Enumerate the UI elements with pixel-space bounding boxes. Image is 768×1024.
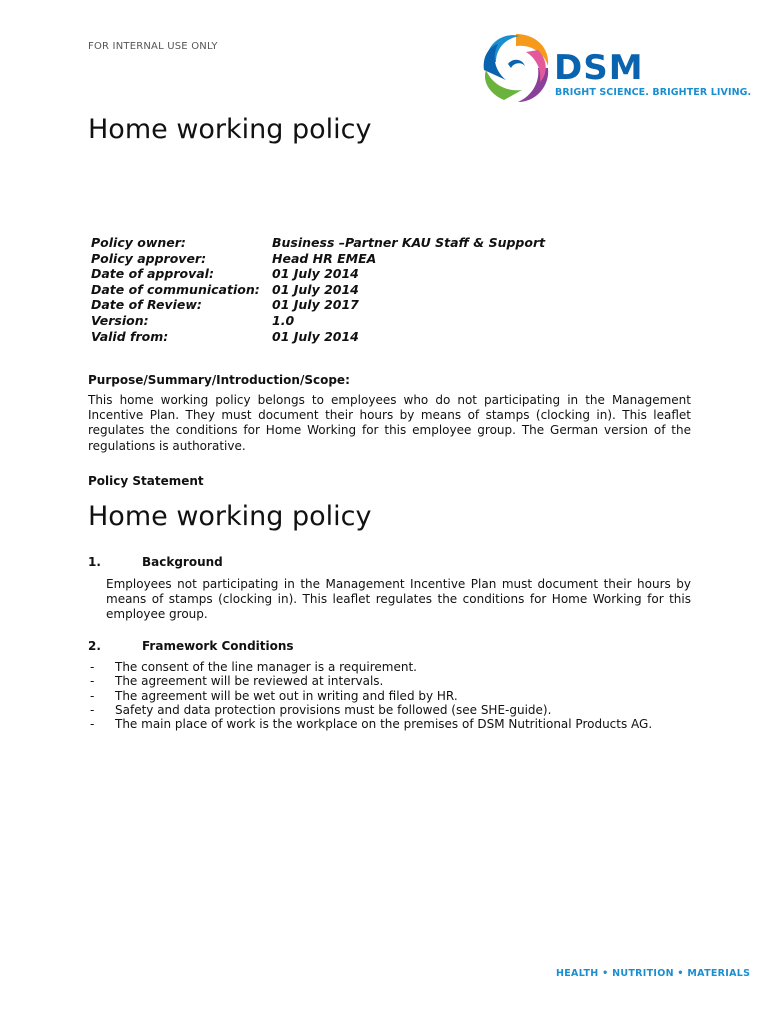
section-title: Framework Conditions <box>142 639 294 653</box>
meta-value: 01 July 2017 <box>272 297 359 313</box>
list-item-text: The agreement will be reviewed at intervals. <box>115 674 384 689</box>
dsm-logo-mark-icon <box>478 30 554 106</box>
logo-wordmark: DSM <box>554 48 644 88</box>
meta-row-version <box>91 313 545 329</box>
meta-row-policy-owner <box>91 235 545 251</box>
dash-bullet-icon: - <box>90 717 95 732</box>
meta-row-date-of-review <box>91 297 545 313</box>
meta-label: Policy owner: <box>91 235 186 250</box>
dash-bullet-icon: - <box>90 660 95 674</box>
classification-label: FOR INTERNAL USE ONLY <box>88 41 218 52</box>
meta-value: Business –Partner KAU Staff & Support <box>272 235 546 250</box>
section-heading-framework <box>88 639 294 653</box>
section-number: 1. <box>88 555 101 569</box>
list-item-text: The consent of the line manager is a requirement. <box>115 660 417 674</box>
meta-value: 01 July 2014 <box>272 266 359 282</box>
meta-value: 1.0 <box>272 312 295 328</box>
meta-row-date-of-communication <box>91 282 545 298</box>
list-item <box>90 689 652 703</box>
document-title: Home working policy <box>88 114 372 145</box>
dash-bullet-icon: - <box>90 674 95 689</box>
meta-value: 01 July 2014 <box>272 328 359 344</box>
list-item-text: The agreement will be wet out in writing and filed by HR. <box>115 688 458 703</box>
list-item <box>90 674 652 688</box>
section-title: Background <box>142 555 223 569</box>
section-heading-background <box>88 555 223 569</box>
dsm-logo <box>478 30 752 106</box>
meta-label: Policy approver: <box>91 250 207 266</box>
meta-label: Date of approval: <box>91 266 214 282</box>
meta-label: Version: <box>91 312 149 328</box>
meta-row-date-of-approval <box>91 266 545 282</box>
meta-label: Valid from: <box>91 328 169 344</box>
meta-row-policy-approver <box>91 251 545 267</box>
background-paragraph: Employees not participating in the Management Incentive Plan must document their hours by means of stamps (clocking in). This leaflet regulates the conditions for Home Working for this employee group. <box>106 577 691 622</box>
purpose-paragraph: This home working policy belongs to employees who do not participating in the Management Incentive Plan. They must document their hours by means of stamps (clocking in). This leaflet regulates the conditions for Home Working for this employee group. The German version of the regulations is authorative. <box>88 393 691 453</box>
policy-title: Home working policy <box>88 501 372 532</box>
list-item <box>90 717 652 731</box>
policy-metadata <box>91 235 545 344</box>
list-item <box>90 703 652 717</box>
policy-statement-label: Policy Statement <box>88 474 204 488</box>
list-item-text: The main place of work is the workplace on the premises of DSM Nutritional Products AG. <box>115 717 653 732</box>
meta-row-valid-from <box>91 329 545 345</box>
meta-label: Date of communication: <box>91 281 260 297</box>
dash-bullet-icon: - <box>90 702 95 717</box>
meta-value: Head HR EMEA <box>272 250 377 266</box>
framework-conditions-list <box>90 660 652 731</box>
meta-value: 01 July 2014 <box>272 281 359 297</box>
logo-tagline: BRIGHT SCIENCE. BRIGHTER LIVING. <box>555 87 752 98</box>
section-number: 2. <box>88 639 101 653</box>
list-item <box>90 660 652 674</box>
list-item-text: Safety and data protection provisions must be followed (see SHE-guide). <box>115 702 552 717</box>
purpose-heading: Purpose/Summary/Introduction/Scope: <box>88 373 350 387</box>
meta-label: Date of Review: <box>91 297 202 313</box>
dash-bullet-icon: - <box>90 688 95 703</box>
footer-tagline: HEALTH • NUTRITION • MATERIALS <box>556 968 751 979</box>
